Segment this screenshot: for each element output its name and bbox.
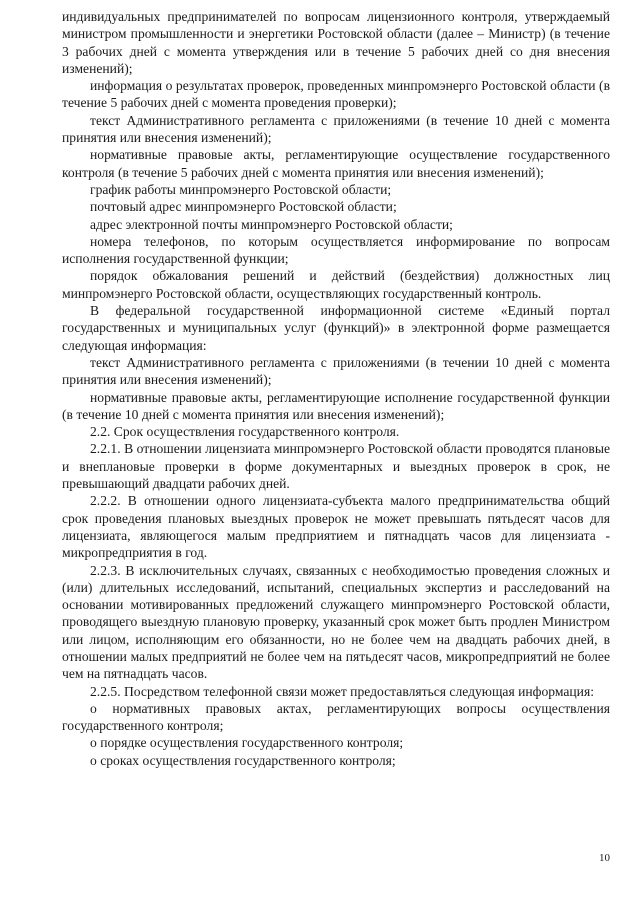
paragraph: информация о результатах проверок, проведенных минпромэнерго Ростовской области (в течение 5 рабочих дней с момента проведения проверки); [62, 78, 610, 111]
paragraph: текст Административного регламента с приложениями (в течении 10 дней с момента принятия или внесения изменений); [62, 354, 610, 388]
paragraph: о порядке осуществления государственного контроля; [90, 735, 404, 751]
paragraph: В федеральной государственной информационной системе «Единый портал государственных и муниципальных услуг (функций)» в электронной форме размещается следующая информация: [62, 303, 610, 353]
paragraph: 2.2.5. Посредством телефонной связи может предоставляться следующая информация: [90, 683, 594, 699]
paragraph: о нормативных правовых актах, регламентирующих вопросы осуществления государственного контроля; [62, 700, 610, 734]
paragraph: 2.2.2. В отношении одного лицензиата-субъекта малого предпринимательства общий срок проведения плановых выездных проверок не может превышать пятьдесят часов для лицензиата, являющегося малым предприятием и пятнадцать часов для лицензиата - микропредприятия в год. [62, 493, 610, 561]
paragraph: 2.2.1. В отношении лицензиата минпромэнерго Ростовской области проводятся плановые и внеплановые проверки в форме документарных и выездных проверок в срок, не превышающий двадцати рабочих дней. [62, 441, 610, 492]
paragraph: почтовый адрес минпромэнерго Ростовской области; [90, 199, 397, 215]
paragraph-continuation: индивидуальных предпринимателей по вопросам лицензионного контроля, утверждаемый министром промышленности и энергетики Ростовской области (далее – Министр) (в течение 3 рабочих дней с момента утверждения или в течение 5 рабочих дней со дня внесения изменений); [62, 9, 610, 76]
paragraph: график работы минпромэнерго Ростовской области; [90, 181, 392, 197]
page-number: 10 [599, 852, 610, 864]
document-body [62, 8, 610, 769]
paragraph: текст Административного регламента с приложениями (в течение 10 дней с момента принятия или внесения изменений); [62, 112, 610, 146]
paragraph: нормативные правовые акты, регламентирующие осуществление государственного контроля (в течение 5 рабочих дней с момента принятия или внесения изменений); [62, 147, 610, 180]
paragraph: адрес электронной почты минпромэнерго Ростовской области; [90, 216, 453, 232]
paragraph: о сроках осуществления государственного контроля; [90, 752, 396, 768]
paragraph: 2.2.3. В исключительных случаях, связанных с необходимостью проведения сложных и (или) длительных исследований, испытаний, специальных экспертиз и расследований на основании мотивированных предложений служащего минпромэнерго Ростовской области, проводящего выездную плановую проверку, указанный срок может быть продлен Министром или лицом, исполняющим его обязанности, но не более чем на двадцать рабочих дней, в отношении малых предприятий не более чем на пятьдесят часов, микропредприятий не более чем на пятнадцать часов. [62, 562, 610, 682]
paragraph: порядок обжалования решений и действий (бездействия) должностных лиц минпромэнерго Ростовской области, осуществляющих государственный контроль. [62, 268, 610, 301]
section-heading: 2.2. Срок осуществления государственного контроля. [90, 424, 400, 440]
paragraph: нормативные правовые акты, регламентирующие исполнение государственной функции (в течение 10 дней с момента принятия или внесения изменений); [62, 389, 610, 422]
paragraph: номера телефонов, по которым осуществляется информирование по вопросам исполнения государственной функции; [62, 233, 610, 267]
